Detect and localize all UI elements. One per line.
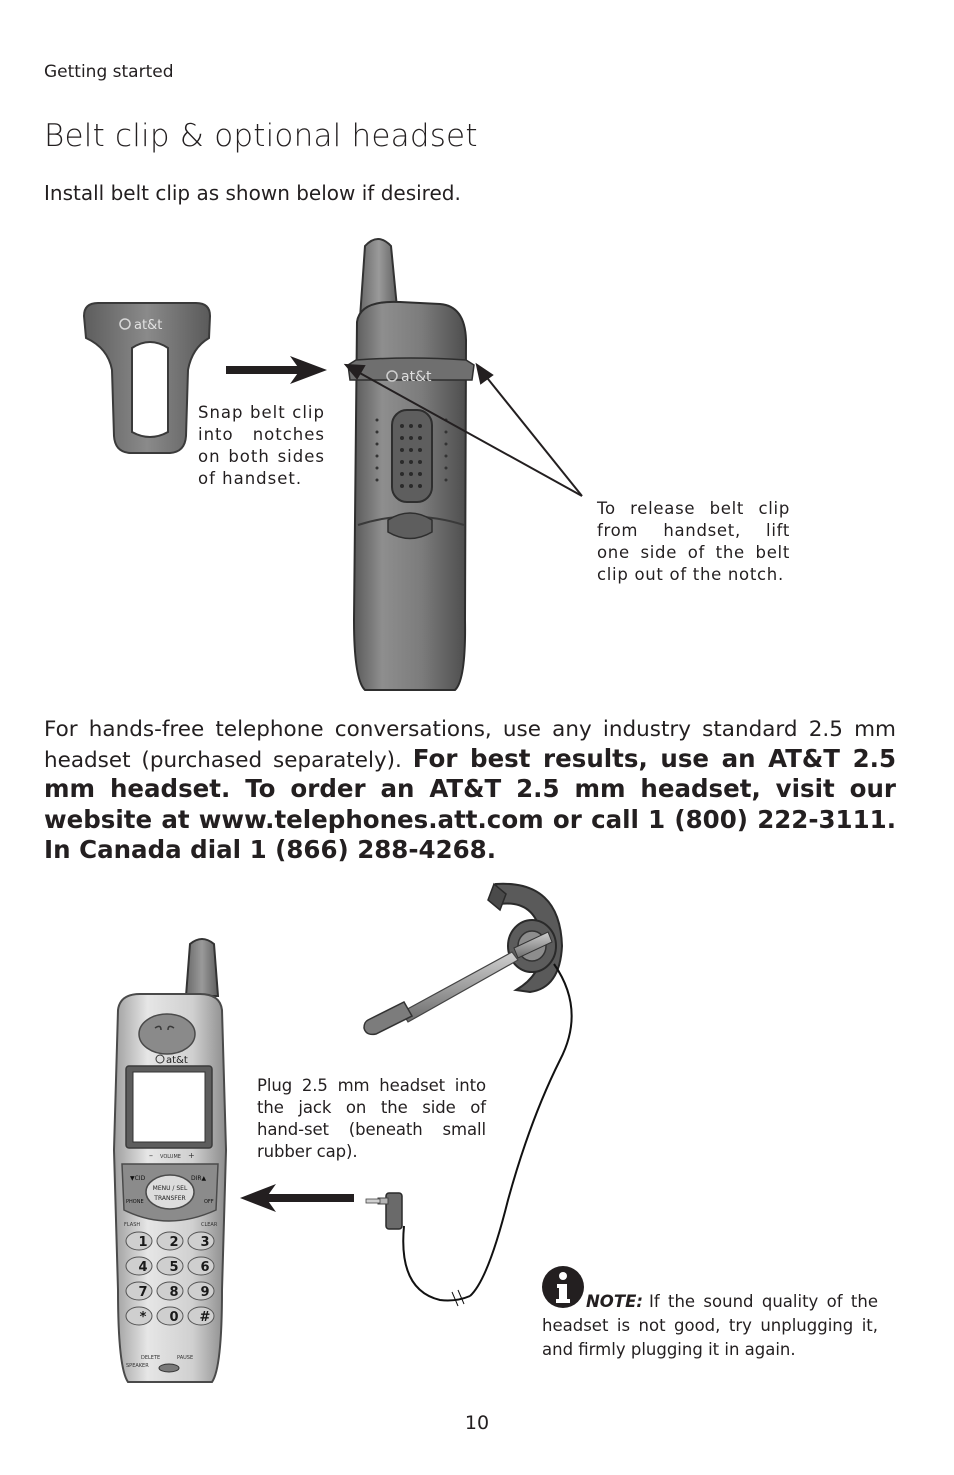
handset-back-image xyxy=(348,239,474,690)
svg-text:DELETE: DELETE xyxy=(141,1355,161,1361)
handset-logo: at&t xyxy=(401,369,432,385)
svg-text:OFF: OFF xyxy=(204,1199,214,1205)
svg-text:TRANSFER: TRANSFER xyxy=(154,1195,186,1202)
headset-paragraph xyxy=(44,716,896,867)
note-text: If the sound quality of the headset is not good, try unplugging it, and firmly plugging it in again. xyxy=(542,1292,878,1359)
caption-plug-headset: Plug 2.5 mm headset into the jack on the side of hand-set (beneath small rubber cap). xyxy=(257,1076,486,1161)
keypad-key-label: 6 xyxy=(200,1260,210,1275)
arrow-left-icon xyxy=(240,1184,354,1212)
keypad-key-label: 2 xyxy=(169,1235,179,1250)
svg-text:+: + xyxy=(188,1151,195,1160)
headset-paragraph-bold: For best results, use an AT&T 2.5 mm headset. To order an AT&T 2.5 mm headset, visit our website at www.telephones.att.com or call 1 (800) 222-3111. In Canada dial 1 (866) 288-4268. xyxy=(44,743,896,864)
page-title: Belt clip & optional headset xyxy=(44,118,478,154)
belt-clip-image xyxy=(84,303,210,453)
handset-front-image xyxy=(114,939,226,1382)
keypad-key-label: * xyxy=(139,1310,147,1325)
keypad-key-label: 7 xyxy=(138,1285,148,1300)
note-box xyxy=(542,1290,878,1362)
svg-text:CLEAR: CLEAR xyxy=(201,1222,218,1228)
handset-display xyxy=(133,1072,205,1142)
svg-text:SPEAKER: SPEAKER xyxy=(126,1363,149,1369)
keypad-key-label: # xyxy=(199,1310,211,1325)
keypad-key-label: 4 xyxy=(138,1260,148,1275)
keypad-key-label: 8 xyxy=(169,1285,179,1300)
keypad-key-label: 3 xyxy=(200,1235,210,1250)
clip-logo: at&t xyxy=(134,318,163,333)
svg-text:PAUSE: PAUSE xyxy=(177,1355,194,1361)
svg-text:MENU / SEL: MENU / SEL xyxy=(152,1185,188,1192)
keypad-key-label: 5 xyxy=(169,1260,179,1275)
intro-text: Install belt clip as shown below if desired. xyxy=(44,181,461,205)
svg-text:–: – xyxy=(149,1151,153,1160)
keypad-key-label: 9 xyxy=(200,1285,210,1300)
caption-release-belt-clip: To release belt clip from handset, lift one side of the belt clip out of the notch. xyxy=(597,499,790,584)
svg-text:PHONE: PHONE xyxy=(126,1199,144,1205)
section-header: Getting started xyxy=(44,62,174,82)
handset-front-logo: at&t xyxy=(166,1055,188,1066)
page-number: 10 xyxy=(464,1412,490,1434)
svg-text:DIR▲: DIR▲ xyxy=(191,1175,207,1182)
keypad-key-label: 0 xyxy=(169,1310,179,1325)
keypad-key-label: 1 xyxy=(138,1235,148,1250)
caption-snap-belt-clip: Snap belt clip into notches on both sides of handset. xyxy=(198,403,325,488)
svg-text:▼CID: ▼CID xyxy=(130,1175,146,1182)
arrow-right-icon xyxy=(226,356,327,384)
svg-text:FLASH: FLASH xyxy=(124,1222,141,1228)
headset-paragraph-normal: For hands-free telephone conversations, use any industry standard 2.5 mm headset (purchased separately). xyxy=(44,717,896,773)
note-label: NOTE: xyxy=(586,1292,643,1311)
svg-text:VOLUME: VOLUME xyxy=(160,1154,181,1160)
